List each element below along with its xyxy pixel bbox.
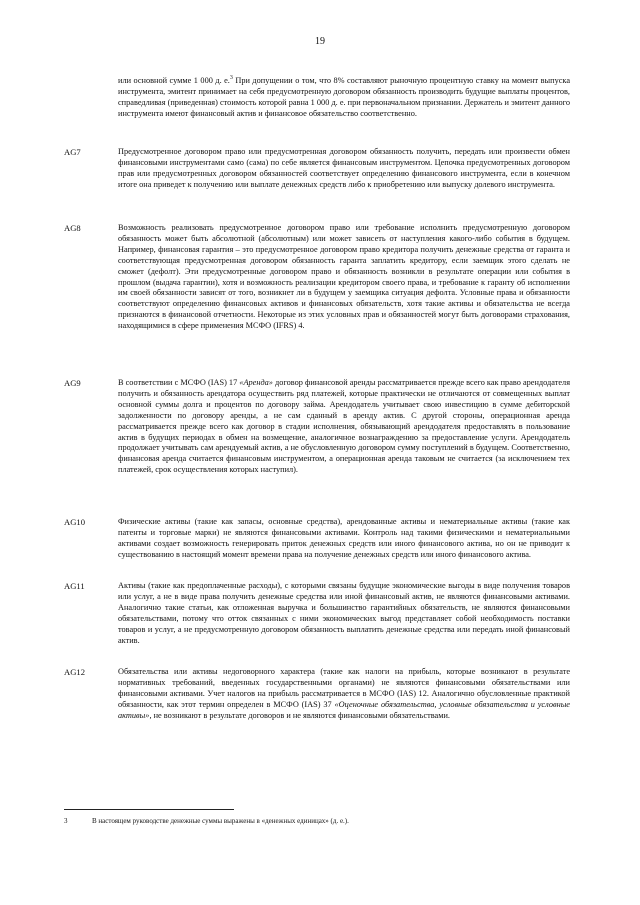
paragraph-number: AG7 [64, 147, 81, 157]
page-number: 19 [315, 36, 325, 47]
paragraph-text: Предусмотренное договором право или предусмотренная договором обязанность получить, передать или произвести обмен финансовыми инструментами само (сама) по себе является финансовым инструментом. Цепочка предусмотренных договором прав или предусмотренных договором обязанностей соответствует определению финансового инструмента, если в конечном итоге она приведет к получению или выплате денежных средств либо к приобретению или выпуску долевого инструмента. [118, 147, 570, 189]
paragraph-ag10 [64, 517, 570, 561]
paragraph-text-end: , не возникают в результате договоров и не являются финансовыми обязательствами. [149, 710, 451, 720]
intro-text-start: или основной сумме 1 000 д. е. [118, 76, 230, 85]
intro-text-end: При допущении о том, что 8% составляют рыночную процентную ставку на момент выпуска инструмента, эмитент принимает на себя предусмотренную договором обязанность производить будущие выплаты процентов, справедливая (приведенная) стоимость которой равна 1 000 д. е. при первоначальном признании. Держатель и эмитент данного инструмента имеют финансовый актив и финансовое обязательство соответственно. [118, 76, 570, 118]
paragraph-number: AG11 [64, 581, 85, 591]
footnote-text: В настоящем руководстве денежные суммы выражены в «денежных единицах» (д. е.). [92, 817, 349, 825]
intro-paragraph [118, 76, 570, 120]
paragraph-ag12 [64, 667, 570, 722]
standard-title: «Аренда» [239, 378, 273, 387]
paragraph-ag11 [64, 581, 570, 646]
standard-title: «Оценочные обязательства, условные обязательства и условные активы» [118, 699, 570, 720]
footnote [64, 817, 570, 826]
paragraph-text-start: Обязательства или активы недоговорного характера (такие как налоги на прибыль, которые возникают в результате нормативных требований, введенных государственными органами) не являются финансовыми обязательствами или финансовыми активами. Учет налогов на прибыль рассматривается в МСФО (IAS) 12. Аналогично обусловленные практикой обязанности, как этот термин определен в МСФО (IAS) 37 [118, 667, 570, 709]
paragraph-ag8 [64, 223, 570, 332]
paragraph-text: Физические активы (такие как запасы, основные средства), арендованные активы и нематериальные активы (такие как патенты и торговые марки) не являются финансовыми активами. Контроль над такими физическими и нематериальными активами создает возможность генерировать приток денежных средств или иного финансового актива, но он не приводит к существованию в настоящий момент времени права на получение денежных средств или иного финансового актива. [118, 517, 570, 559]
paragraph-text: Возможность реализовать предусмотренное договором право или требование исполнить предусмотренную договором обязанность может быть абсолютной (абсолютным) или может зависеть от наступления какого-либо события в будущем. Например, финансовая гарантия – это предусмотренное договором право кредитора получить денежные средства от гаранта и соответствующая предусмотренная договором обязанность гаранта заплатить кредитору, если заемщик этого сделать не сможет (дефолт). Эти предусмотренные договором право и обязанность возникли в результате операции или события в прошлом (выдача гарантии), хотя и возможность реализации кредитором своего права, и требование к гаранту об исполнении им своей обязанности зависят от того, возникнет ли в будущем у заемщика ситуация дефолта. Условные права и обязанности соответствуют определению финансовых активов и финансовых обязательств, хотя такие активы и обязательства не всегда признаются в финансовой отчетности. Некоторые из этих условных прав и обязанностей могут быть договорами страхования, находящимися в сфере применения МСФО (IFRS) 4. [118, 223, 570, 331]
paragraph-number: AG9 [64, 378, 81, 388]
paragraph-ag7 [64, 147, 570, 191]
paragraph-text: Активы (такие как предоплаченные расходы), с которыми связаны будущие экономические выгоды в виде получения товаров или услуг, а не в виде права получить денежные средства или иной финансовый актив, не являются финансовыми активами. Аналогично такие статьи, как отложенная выручка и большинство гарантийных обязательств, не являются финансовыми обязательствами, потому что отток связанных с ними экономических выгод представляет собой необходимость поставки товаров и услуг, а не предусмотренную договором обязанность выплатить денежные средства или передать иной финансовый актив. [118, 581, 570, 645]
paragraph-number: AG12 [64, 667, 86, 677]
footnote-reference: 3 [229, 75, 233, 82]
paragraph-text [118, 378, 570, 476]
footnote-mark: 3 [64, 817, 68, 825]
paragraph-text [118, 667, 570, 722]
footnote-divider [64, 809, 234, 810]
paragraph-text-start: В соответствии с МСФО (IAS) 17 [118, 378, 240, 387]
paragraph-number: AG8 [64, 223, 81, 233]
paragraph-ag9 [64, 378, 570, 476]
paragraph-number: AG10 [64, 517, 86, 527]
paragraph-text-end: договор финансовой аренды рассматривается прежде всего как право арендодателя получить и обязанность арендатора осуществить ряд платежей, которые практически не отличаются от совмещенных выплат основной суммы долга и процентов по договору займа. Арендодатель учитывает свою инвестицию в сумме дебиторской задолженности по договору аренды, а не сам сданный в аренду актив. С другой стороны, операционная аренда рассматривается прежде всего как договор в стадии исполнения, обязывающий арендодателя предоставлять в пользование актив в будущих периодах в обмен на возмещение, аналогичное вознаграждению за предоставление услуги. Арендодатель продолжает учитывать сам арендуемый актив, а не обусловленную договором сумму поступлений в будущем. Соответственно, финансовая аренда считается финансовым инструментом, а операционная аренда таковым не считается (за исключением тех платежей, срок осуществления которых наступил). [118, 378, 571, 475]
